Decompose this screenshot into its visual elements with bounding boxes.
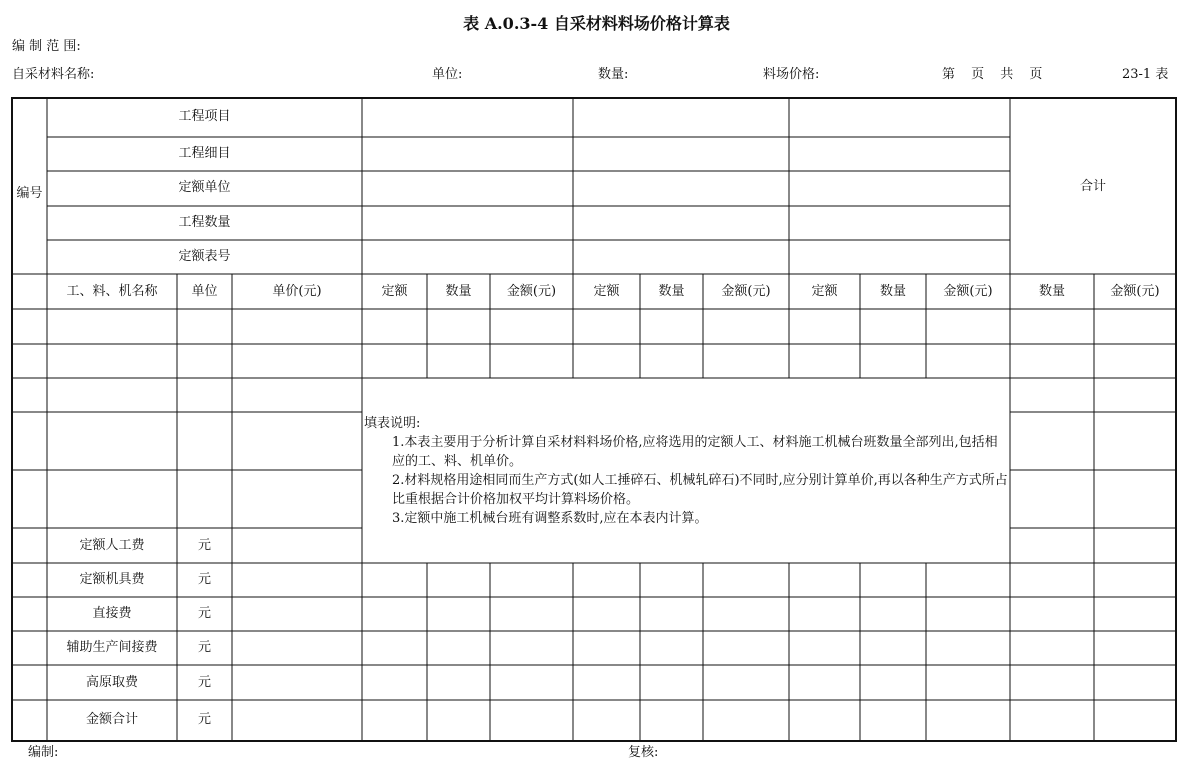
instruction-item: 2.材料规格用途相同而生产方式(如人工捶碎石、机械轧碎石)不同时,应分别计算单价,再以各种生产方式所占比重根据合计价格加权平均计算料场价格。 [392,473,1008,507]
col-header-unit: 单位 [191,284,218,299]
fee-row-name: 定额机具费 [79,572,145,587]
unit-label: 单位: [432,67,463,82]
instruction-item: 3.定额中施工机械台班有调整系数时,应在本表内计算。 [392,511,708,526]
fee-row-name: 定额人工费 [79,538,145,553]
page-label: 第 页 共 页 [942,67,1043,82]
row-label-quota-table: 定额表号 [178,249,231,264]
id-column-label: 编号 [16,186,43,201]
instructions-heading: 填表说明: [364,416,421,431]
instructions-note [364,414,1010,528]
col-header-name: 工、料、机名称 [66,284,158,299]
col-header-quantity-3: 数量 [879,284,906,299]
fee-row-name: 辅助生产间接费 [66,640,158,655]
reviewed-by-label: 复核: [628,745,659,760]
total-label: 合计 [1079,179,1106,194]
col-header-amount-3: 金额(元) [943,284,993,299]
fee-row-unit: 元 [197,572,211,587]
col-header-total-amount: 金额(元) [1110,284,1160,299]
fee-row-unit: 元 [197,606,211,621]
row-label-item: 工程细目 [178,146,231,161]
col-header-amount-2: 金额(元) [721,284,771,299]
col-header-quantity-1: 数量 [445,284,472,299]
fee-row-unit: 元 [197,538,211,553]
document-title: 表 A.0.3-4 自采材料料场价格计算表 [463,14,730,33]
col-header-quota-3: 定额 [811,284,838,299]
row-label-quantity: 工程数量 [178,215,231,230]
col-header-quota-1: 定额 [381,284,408,299]
form-code: 23-1 表 [1122,67,1169,82]
fee-row-name: 金额合计 [85,712,138,727]
col-header-total-quantity: 数量 [1038,284,1065,299]
site-price-label: 料场价格: [763,67,820,82]
fee-row-unit: 元 [197,712,211,727]
fee-row-name: 直接费 [92,606,132,621]
row-label-project: 工程项目 [178,109,231,124]
col-header-amount-1: 金额(元) [506,284,557,299]
col-header-unit-price: 单价(元) [272,284,322,299]
instruction-item: 1.本表主要用于分析计算自采材料料场价格,应将选用的定额人工、材料施工机械台班数量全部列出,包括相应的工、料、机单价。 [392,435,998,469]
fee-row-unit: 元 [197,640,211,655]
fee-row-unit: 元 [197,675,211,690]
col-header-quantity-2: 数量 [658,284,685,299]
material-name-label: 自采材料名称: [12,67,95,82]
scope-label: 编 制 范 围: [12,39,81,54]
fee-row-name: 高原取费 [85,675,138,690]
prepared-by-label: 编制: [28,745,59,760]
row-label-quota-unit: 定额单位 [178,180,231,195]
col-header-quota-2: 定额 [593,284,620,299]
quantity-label: 数量: [598,67,629,82]
